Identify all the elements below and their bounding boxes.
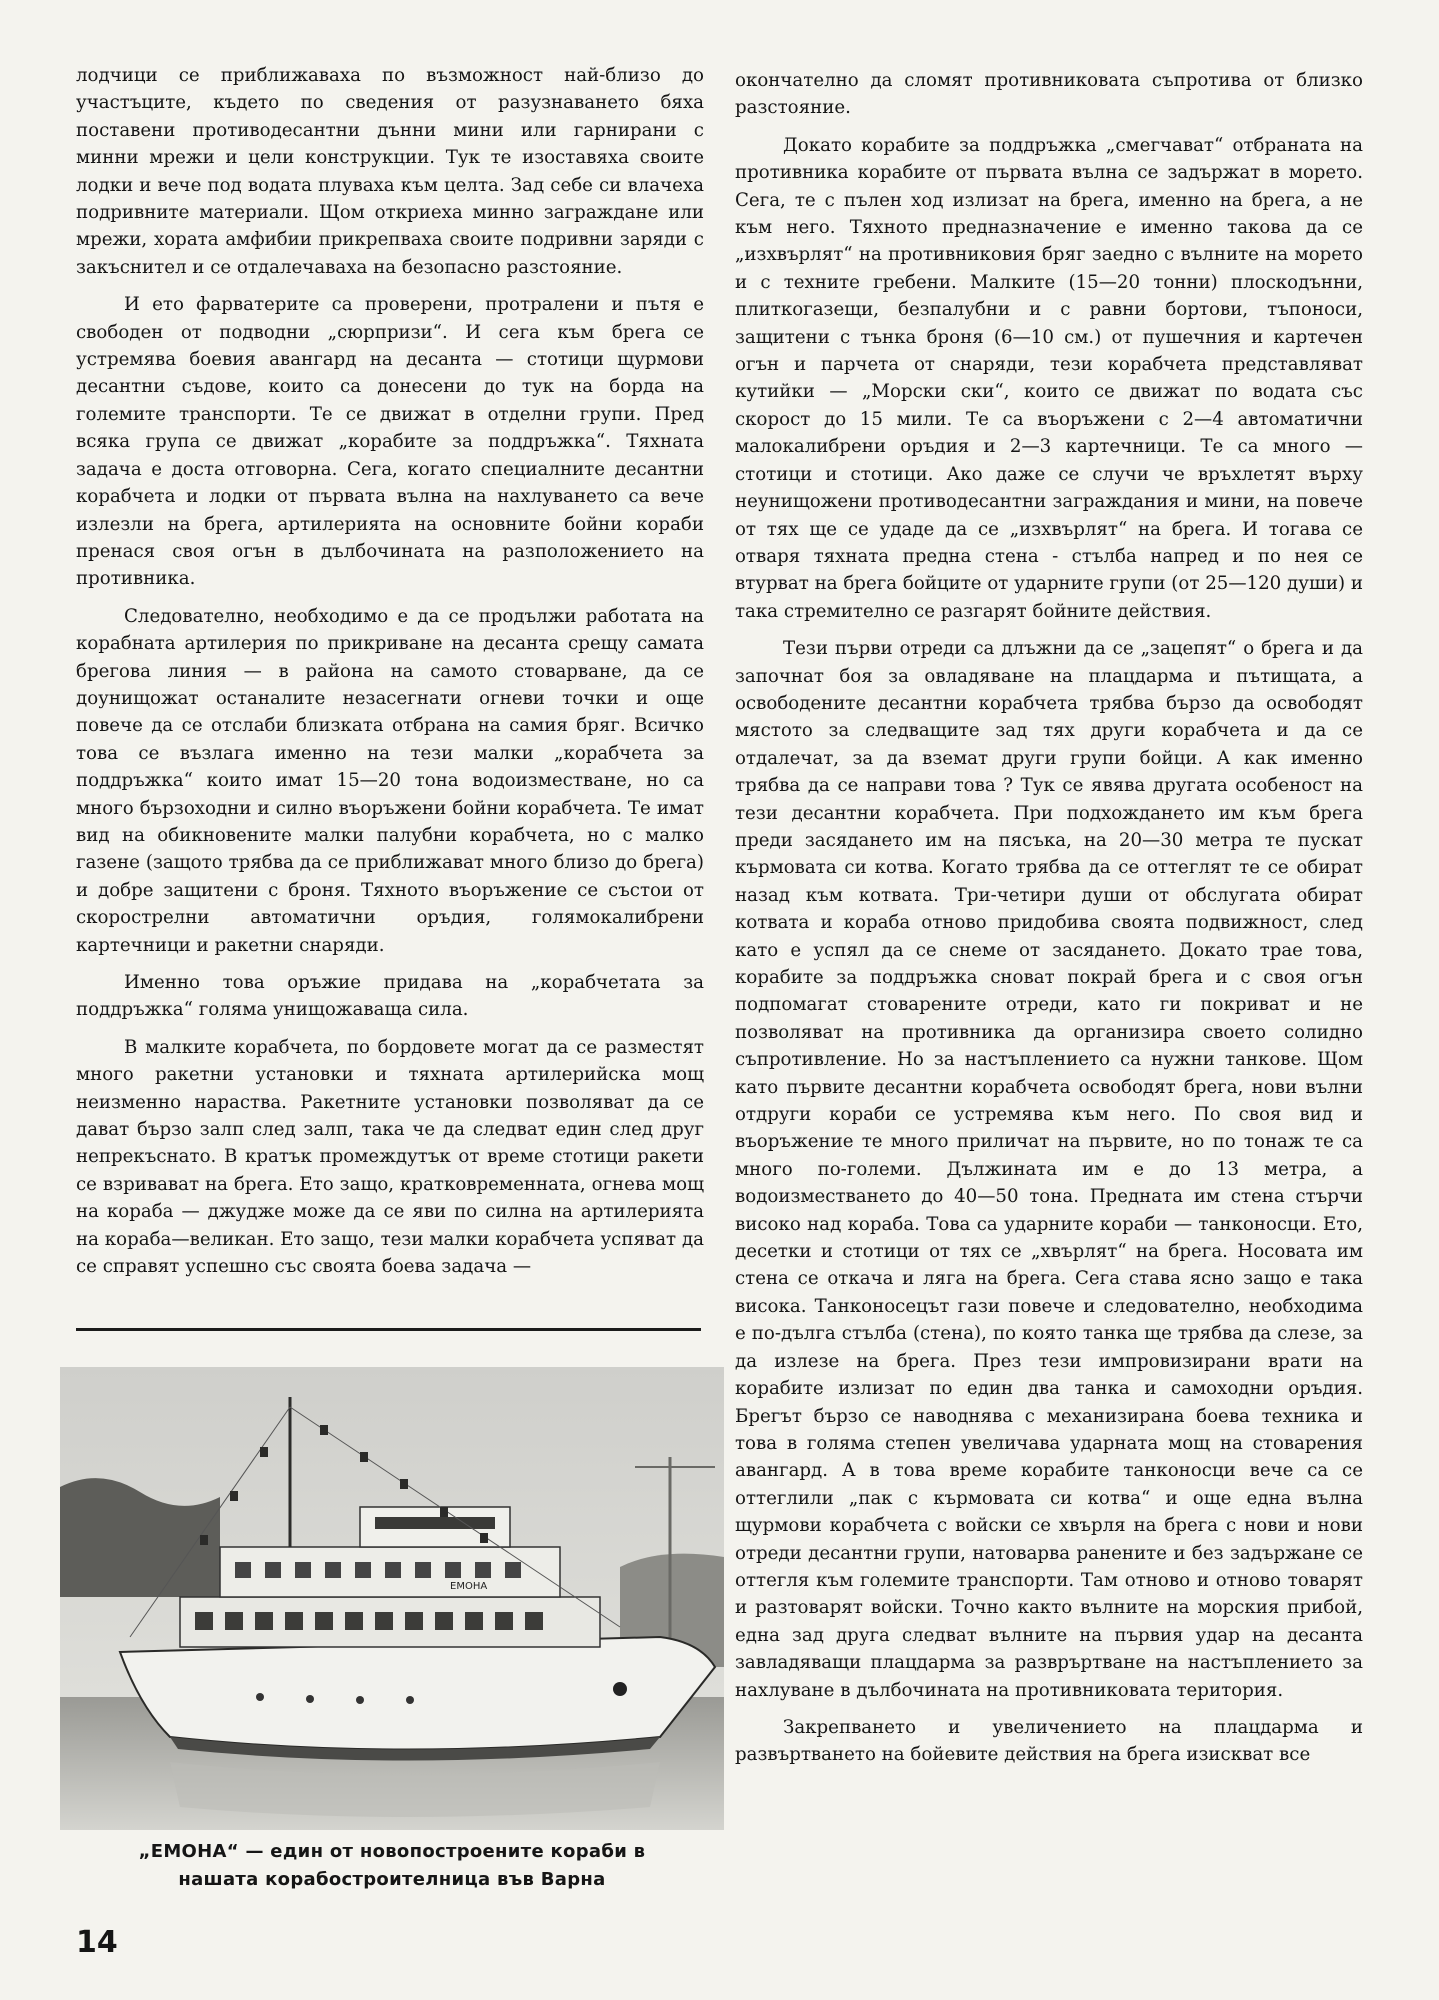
paragraph: Докато корабите за поддръжка „смегчават“ отбраната на противника корабите от първата вълна се задържат в морето. Сега, те с пълен ход излизат на брега, именно на брега, а не към него. Тяхното предназначение е именно такова да се „изхвърлят“ на противниковия бряг заедно с вълните на морето и с техните гребени. Малките (15—20 тонни) плоскодънни, плиткогазещи, безпалубни и с равни бортови, тъпоноси, защитени с тънка броня (6—10 см.) от пушечния и картечен огън и парчета от снаряди, тези корабчета представляват кутийки — „Морски ски“, които се движат по водата със скорост до 15 мили. Те са въоръжени с 2—4 автоматични малокалибрени оръдия и 2—3 картечници. Те са много — стотици и стотици. Ако даже се случи че връхлетят върху неунищожени противодесантни заграждания и мини, на повече от тях ще се удаде да се „изхвърлят“ на брега. И тогава се отваря тяхната предна стена - стълба напред и по нея се втурват на брега бойците от ударните групи (от 25—120 души) и така стремително се разгарят бойните действия. [735, 134, 1363, 622]
caption-line: „ЕМОНА“ — един от новопостроените кораби в [138, 1841, 646, 1862]
left-column [76, 62, 704, 1290]
paragraph: Тези първи отреди са длъжни да се „зацепят“ о брега и да започнат боя за овладяване на плацдарма и пътищата, а освободените десантни корабчета трябва бързо да освободят мястото за следващите зад тях други корабчета и да се отдалечат, за да вземат други групи бойци. А как именно трябва да се направи това ? Тук се явява другата особеност на тези десантни корабчета. При подхождането им към брега преди засядането им на пясъка, на 20—30 метра те пускат кърмовата си котва. Когато трябва да се оттеглят те се обират назад към котвата. Три-четири души от обслугата обират котвата и кораба отново придобива своята подвижност, след като е успял да се снеме от засядането. Докато трае това, корабите за поддръжка сноват покрай брега и с своя огън подпомагат стоварените отреди, като ги покриват и не позволяват на противника да организира своето солидно съпротивление. Но за настъплението са нужни танкове. Щом като първите десантни корабчета освободят брега, нови вълни отдруги кораби се устремява към него. По своя вид и въоръжение те много приличат на първите, но по тонаж те са много по-големи. Дължината им е до 13 метра, а водоизместването до 40—50 тона. Предната им стена стърчи високо над кораба. Това са ударните кораби — танконосци. Ето, десетки и стотици от тях се „хвърлят“ на брега. Носовата им стена се откача и ляга на брега. Сега става ясно защо е така висока. Танконосецът гази повече и следователно, необходима е по-дълга стълба (стена), по която танка ще трябва да слезе, за да излезе на брега. През тези импровизирани врати на корабите излизат по един два танка и самоходни оръдия. Брегът бързо се наводнява с механизирана боева техника и това в голяма степен увеличава ударната мощ на стоварения авангард. А в това време корабите танконосци вече са се оттеглили „пак с кърмовата си котва“ и още една вълна щурмови корабчета с войски се хвърля на брега с нови и нови отреди десантни групи, натоварва ранените и без задържане се оттегля към големите транспорти. Там отново и отново товарят и разтоварят войски. Точно както вълните на морския прибой, една зад друга следват вълните на първия удар на десанта завладяващи плацдарма за развръртване на настъплението за нахлуване в дълбочината на противниковата територия. [735, 638, 1363, 1701]
hull-name-label: ЕМОНА [450, 1581, 488, 1592]
paragraph: В малките корабчета, по бордовете могат да се разместят много ракетни установки и тяхната артилерийска мощ неизменно нараства. Ракетните установки позволяват да се дават бързо залп след залп, така че да следват един след друг непрекъснато. В кратък промеждутък от време стотици ракети се взривават на брега. Ето защо, кратковременната, огнева мощ на кораба — джудже може да се яви по силна на артилерията на кораба—великан. Ето защо, тези малки корабчета успяват да се справят успешно със своята боева задача — [76, 1036, 704, 1278]
section-divider [76, 1328, 701, 1331]
photo-caption [60, 1838, 724, 1894]
paragraph: Закрепването и увеличението на плацдарма и развъртването на бойевите действия на брега изискват все [735, 1716, 1363, 1766]
page-number: 14 [76, 1925, 118, 1960]
paragraph: И ето фарватерите са проверени, протралени и пътя е свободен от подводни „сюрпризи“. И сега към брега се устремява боевия авангард на десанта — стотици щурмови десантни съдове, които са донесени до тук на борда на големите транспорти. Те се движат в отделни групи. Пред всяка група се движат „корабите за поддръжка“. Тяхната задача е доста отговорна. Сега, когато специалните десантни корабчета и лодки от първата вълна на нахлуването са вече излезли на брега, артилерията на основните бойни кораби пренася своя огън в дълбочината на разположението на противника. [76, 294, 704, 590]
paragraph: окончателно да сломят противниковата съпротива от близко разстояние. [735, 70, 1363, 119]
ship-illustration [60, 1367, 724, 1830]
paragraph: лодчици се приближаваха по възможност най-близо до участъците, където по сведения от разузнаването бяха поставени противодесантни дънни мини или гарнирани с минни мрежи и цели конструкции. Тук те изоставяха своите лодки и вече под водата плуваха към целта. Зад себе си влачеха подривните материали. Щом откриеха минно заграждане или мрежи, хората амфибии прикрепваха своите подривни заряди с закъснител и се отдалечаваха на безопасно разстояние. [76, 65, 704, 278]
paragraph: Именно това оръжие придава на „корабчетата за поддръжка“ голяма унищожаваща сила. [76, 972, 704, 1021]
right-column [735, 67, 1363, 1779]
ship-photo [60, 1367, 724, 1830]
caption-line: нашата корабостроителница във Варна [178, 1869, 606, 1890]
paragraph: Следователно, необходимо е да се продължи работата на корабната артилерия по прикриване на десанта срещу самата брегова линия — в района на самото стоварване, да се доунищожат останалите незасегнати огневи точки и още повече да се отслаби близката отбрана на самия бряг. Всичко това се възлага именно на тези малки „корабчета за поддръжка“ които имат 15—20 тона водоизместване, но са много бързоходни и силно въоръжени бойни корабчета. Те имат вид на обикновените малки палубни корабчета, но с малко газене (защото трябва да се приближават много близо до брега) и добре защитени с броня. Тяхното въоръжение се състои от скорострелни автоматични оръдия, голямокалибрени картечници и ракетни снаряди. [76, 605, 704, 956]
